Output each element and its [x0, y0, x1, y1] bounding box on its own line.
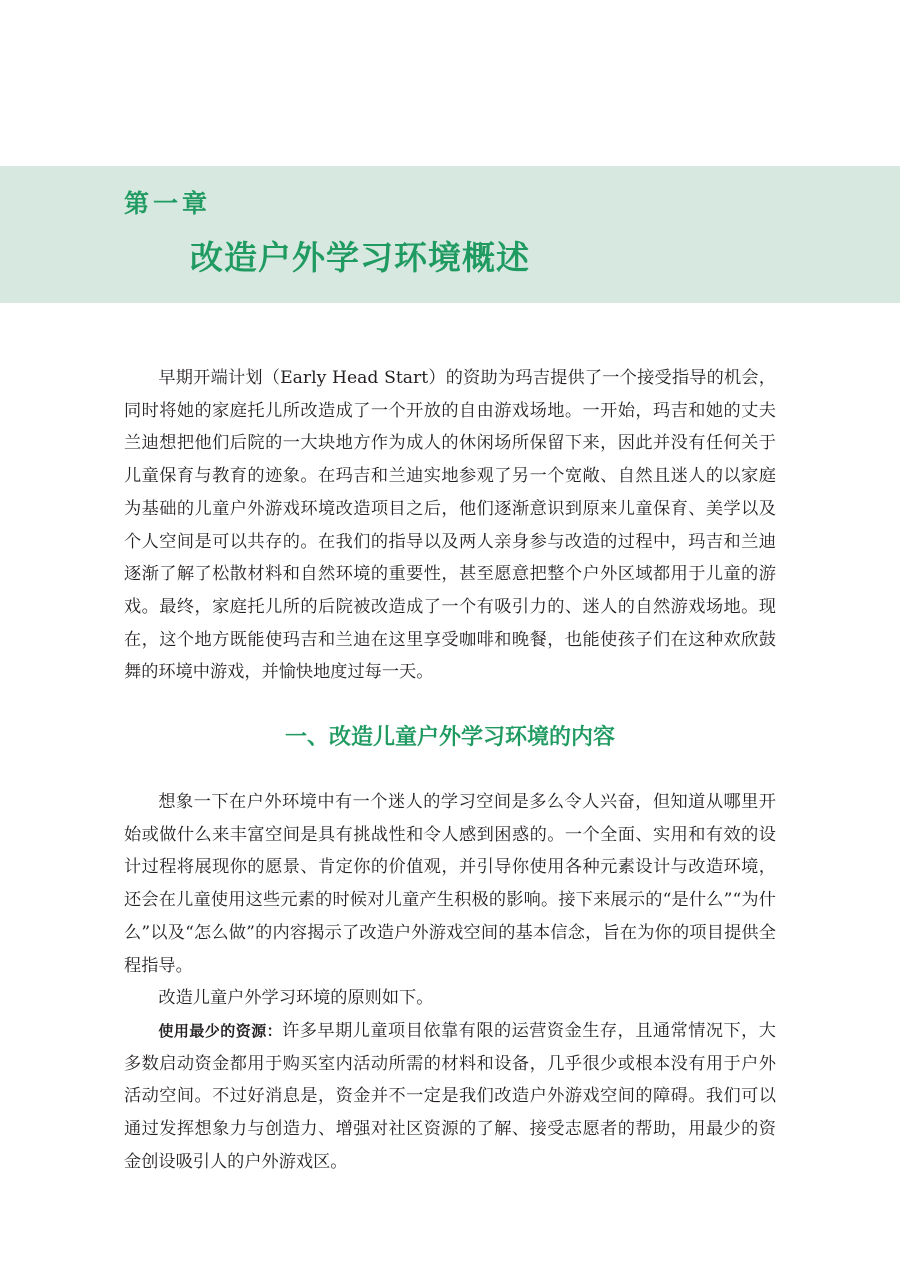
section-paragraph: 想象一下在户外环境中有一个迷人的学习空间是多么令人兴奋，但知道从哪里开始或做什么来丰富空间是具有挑战性和令人感到困惑的。一个全面、实用和有效的设计过程将展现你的愿景、肯定你的价值观，并引导你使用各种元素设计与改造环境，还会在儿童使用这些元素的时候对儿童产生积极的影响。接下来展示的“是什么”“为什么”以及“怎么做”的内容揭示了改造户外游戏空间的基本信念，旨在为你的项目提供全程指导。	[124, 792, 776, 976]
chapter-label: 第一章	[124, 189, 212, 218]
section-heading: 一、改造儿童户外学习环境的内容	[284, 725, 615, 750]
chapter-title: 改造户外学习环境概述	[190, 238, 530, 277]
principles-intro: 改造儿童户外学习环境的原则如下。	[158, 988, 434, 1008]
intro-paragraph: 早期开端计划（Early Head Start）的资助为玛吉提供了一个接受指导的机会，同时将她的家庭托儿所改造成了一个开放的自由游戏场地。一开始，玛吉和她的丈夫兰迪想把他们后院的一大块地方作为成人的休闲场所保留下来，因此并没有任何关于儿童保育与教育的迹象。在玛吉和兰迪实地参观了另一个宽敞、自然且迷人的以家庭为基础的儿童户外游戏环境改造项目之后，他们逐渐意识到原来儿童保育、美学以及个人空间是可以共存的。在我们的指导以及两人亲身参与改造的过程中，玛吉和兰迪逐渐了解了松散材料和自然环境的重要性，甚至愿意把整个户外区域都用于儿童的游戏。最终，家庭托儿所的后院被改造成了一个有吸引力的、迷人的自然游戏场地。现在，这个地方既能使玛吉和兰迪在这里享受咖啡和晚餐，也能使孩子们在这种欢欣鼓舞的环境中游戏，并愉快地度过每一天。	[124, 368, 776, 683]
principle-1-lead: 使用最少的资源：	[158, 1022, 283, 1040]
principle-1-text: 许多早期儿童项目依靠有限的运营资金生存，且通常情况下，大多数启动资金都用于购买室内活动所需的材料和设备，几乎很少或根本没有用于户外活动空间。不过好消息是，资金并不一定是我们改造户外游戏空间的障碍。我们可以通过发挥想象力与创造力、增强对社区资源的了解、接受志愿者的帮助，用最少的资金创设吸引人的户外游戏区。	[124, 1021, 776, 1172]
principle-1	[124, 1015, 776, 1179]
